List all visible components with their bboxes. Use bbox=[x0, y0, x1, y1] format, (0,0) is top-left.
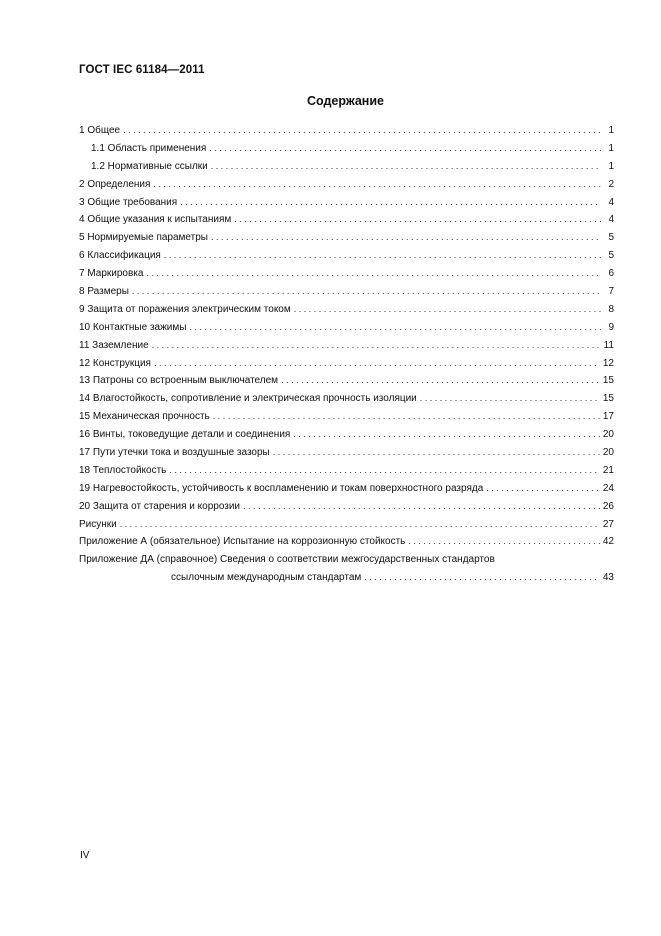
toc-entry-label: 15 Механическая прочность bbox=[79, 411, 210, 423]
toc-entry-page: 11 bbox=[603, 339, 614, 351]
toc-leader-dots bbox=[180, 194, 601, 212]
toc-entry-label: 1.1 Область применения bbox=[91, 142, 207, 154]
toc-entry[interactable] bbox=[79, 516, 614, 534]
toc-entry[interactable] bbox=[79, 462, 614, 480]
toc-leader-dots bbox=[234, 211, 601, 229]
toc-entry-label: Рисунки bbox=[79, 518, 117, 530]
toc-leader-dots bbox=[243, 498, 600, 516]
toc-leader-dots bbox=[420, 390, 600, 408]
toc-entry[interactable] bbox=[79, 408, 614, 426]
toc-entry-label: Приложение А (обязательное) Испытание на коррозионную стойкость bbox=[79, 536, 406, 548]
toc-entry-label: Приложение ДА (справочное) Сведения о соответствии межгосударственных стандартов bbox=[79, 554, 495, 566]
toc-entry[interactable] bbox=[79, 301, 614, 319]
toc-leader-dots bbox=[164, 247, 601, 265]
toc-entry-page: 1 bbox=[608, 142, 614, 154]
toc-entry-page: 2 bbox=[608, 178, 614, 190]
toc-leader-dots bbox=[364, 569, 600, 587]
toc-entry-label: 10 Контактные зажимы bbox=[79, 321, 187, 333]
toc-entry-page: 20 bbox=[602, 447, 614, 459]
toc-entry-label: 6 Классификация bbox=[79, 250, 161, 262]
toc-entry-page: 1 bbox=[608, 160, 614, 172]
toc-leader-dots bbox=[189, 319, 601, 337]
toc-entry-label: 17 Пути утечки тока и воздушные зазоры bbox=[79, 447, 270, 459]
page-number-footer: IV bbox=[80, 850, 90, 861]
toc-entry-label: 19 Нагревостойкость, устойчивость к воспламенению и токам поверхностного разряда bbox=[79, 482, 484, 494]
toc-entry-page: 43 bbox=[602, 572, 614, 584]
toc-entry-label: 16 Винты, токоведущие детали и соединения bbox=[79, 429, 291, 441]
toc-entry-page: 4 bbox=[608, 214, 614, 226]
toc-title: Содержание bbox=[306, 94, 384, 108]
toc-entry[interactable] bbox=[79, 533, 614, 551]
toc-entry[interactable] bbox=[79, 122, 614, 140]
toc-entry[interactable] bbox=[79, 390, 614, 408]
toc-entry-label: 3 Общие требования bbox=[79, 196, 178, 208]
toc-entry-label: 8 Размеры bbox=[79, 286, 129, 298]
toc-entry-label: 14 Влагостойкость, сопротивление и электрическая прочность изоляции bbox=[79, 393, 417, 405]
table-of-contents bbox=[79, 122, 614, 587]
toc-entry-label: 13 Патроны со встроенным выключателем bbox=[79, 375, 279, 387]
toc-entry-appendix-da-line2[interactable] bbox=[79, 569, 614, 587]
toc-entry-label: 9 Защита от поражения электрическим током bbox=[79, 303, 291, 315]
toc-entry-page: 4 bbox=[608, 196, 614, 208]
toc-entry-page: 26 bbox=[602, 500, 614, 512]
toc-entry-page: 20 bbox=[602, 429, 614, 441]
toc-leader-dots bbox=[153, 176, 601, 194]
toc-entry-page: 5 bbox=[608, 232, 614, 244]
toc-entry-label: 5 Нормируемые параметры bbox=[79, 232, 208, 244]
toc-entry[interactable] bbox=[79, 498, 614, 516]
toc-leader-dots bbox=[273, 444, 600, 462]
toc-entry-label: 11 Заземление bbox=[79, 339, 149, 351]
toc-entry[interactable] bbox=[79, 211, 614, 229]
toc-entry[interactable] bbox=[79, 319, 614, 337]
toc-entry[interactable] bbox=[79, 444, 614, 462]
toc-entry-page: 1 bbox=[608, 125, 614, 136]
toc-leader-dots bbox=[281, 372, 600, 390]
toc-leader-dots bbox=[211, 229, 601, 247]
toc-entry[interactable] bbox=[79, 194, 614, 212]
toc-entry-label: 4 Общие указания к испытаниям bbox=[79, 214, 232, 226]
toc-entry-label: 20 Защита от старения и коррозии bbox=[79, 500, 241, 512]
toc-entry[interactable] bbox=[79, 283, 614, 301]
toc-entry-appendix-da-line1[interactable] bbox=[79, 551, 614, 569]
toc-entry[interactable] bbox=[79, 480, 614, 498]
toc-entry-page: 9 bbox=[608, 321, 614, 333]
toc-entry-label: 7 Маркировка bbox=[79, 268, 144, 280]
toc-entry-page: 15 bbox=[602, 393, 614, 405]
toc-entry-label: 18 Теплостойкость bbox=[79, 464, 167, 476]
toc-leader-dots bbox=[154, 355, 600, 373]
toc-leader-dots bbox=[211, 158, 601, 176]
toc-entry-page: 12 bbox=[602, 357, 614, 369]
toc-entry-label: 2 Определения bbox=[79, 178, 151, 190]
toc-entry-page: 27 bbox=[602, 518, 614, 530]
toc-leader-dots bbox=[209, 140, 601, 158]
toc-leader-dots bbox=[146, 265, 601, 283]
toc-entry-page: 8 bbox=[608, 303, 614, 315]
toc-entry-page: 15 bbox=[602, 375, 614, 387]
toc-entry-page: 6 bbox=[608, 268, 614, 280]
toc-leader-dots bbox=[120, 516, 600, 534]
toc-entry-label: 1.2 Нормативные ссылки bbox=[91, 160, 208, 172]
toc-leader-dots bbox=[408, 533, 599, 551]
toc-entry-page: 42 bbox=[602, 536, 614, 548]
toc-leader-dots bbox=[293, 426, 600, 444]
toc-entry-page: 5 bbox=[608, 250, 614, 262]
toc-entry[interactable] bbox=[79, 140, 614, 158]
toc-entry-label: ссылочным международным стандартам bbox=[171, 572, 362, 584]
toc-leader-dots bbox=[152, 337, 601, 355]
toc-entry-page: 21 bbox=[602, 464, 614, 476]
toc-entry[interactable] bbox=[79, 426, 614, 444]
toc-leader-dots bbox=[169, 462, 599, 480]
toc-entry[interactable] bbox=[79, 229, 614, 247]
toc-leader-dots bbox=[294, 301, 601, 319]
toc-leader-dots bbox=[213, 408, 600, 426]
toc-entry[interactable] bbox=[79, 372, 614, 390]
toc-leader-dots bbox=[123, 122, 601, 140]
toc-entry-label: 1 Общее bbox=[79, 125, 121, 136]
toc-entry[interactable] bbox=[79, 247, 614, 265]
toc-entry-page: 7 bbox=[608, 286, 614, 298]
document-header: ГОСТ IEC 61184—2011 bbox=[79, 64, 205, 76]
toc-entry-page: 17 bbox=[602, 411, 614, 423]
toc-entry-label: 12 Конструкция bbox=[79, 357, 151, 369]
toc-entry[interactable] bbox=[79, 158, 614, 176]
toc-leader-dots bbox=[132, 283, 601, 301]
toc-entry[interactable] bbox=[79, 355, 614, 373]
toc-entry[interactable] bbox=[79, 337, 614, 355]
toc-entry-page: 24 bbox=[602, 482, 614, 494]
toc-entry[interactable] bbox=[79, 265, 614, 283]
toc-entry[interactable] bbox=[79, 176, 614, 194]
toc-leader-dots bbox=[486, 480, 600, 498]
